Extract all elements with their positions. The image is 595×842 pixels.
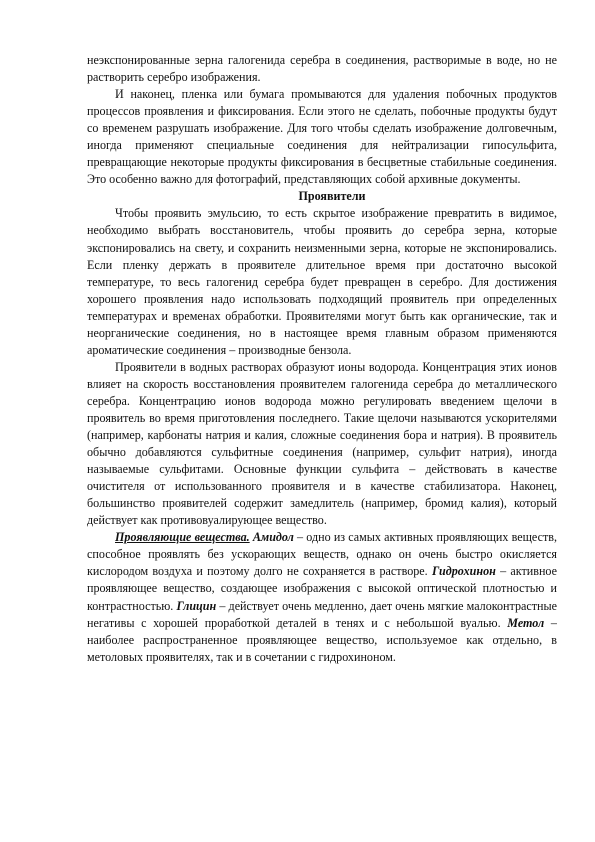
term-metol: Метол bbox=[507, 615, 545, 630]
paragraph-fixing-continued: неэкспонированные зерна галогенида серебра в соединения, растворимые в воде, но не растворить серебро изображения. bbox=[87, 53, 557, 85]
glycin-description: – действует очень медленно, дает очень мягкие малоконтрастные негативы с хорошей проработкой деталей в тенях и с небольшой вуалью. bbox=[87, 598, 557, 630]
paragraph-developing-emulsion: Чтобы проявить эмульсию, то есть скрытое изображение превратить в видимое, необходимо выбрать восстановитель, чтобы проявить до серебра зерна, которые экспонировались на свету, и сохранить неизменными зерна, которые не экспонировались. Если пленку держать в проявителе длительное время при достаточно высокой температуре, то весь галогенид серебра будет превращен в серебро. Для достижения хорошего проявления надо использовать подходящий проявитель при определенных температурах и временах обработки. Проявителями могут быть как органические, так и неорганические соединения, но в настоящее время главным образом применяются ароматические соединения – производные бензола. bbox=[87, 206, 557, 357]
term-hydroquinone: Гидрохинон bbox=[431, 564, 496, 579]
term-amidol: Амидол bbox=[252, 530, 294, 545]
paragraph-hydrogen-ions: Проявители в водных растворах образуют ионы водорода. Концентрация этих ионов влияет на скорость восстановления проявителем галогенида серебра до металлического серебра. Концентрацию ионов водорода можно регулировать введением щелочи в проявитель во время приготовления последнего. Такие щелочи называются ускорителями (например, карбонаты натрия и калия, сложные соединения бора и натрия). В проявитель обычно добавляются сульфитные соединения (например, сульфит натрия), иногда называемые сульфитами. Основные функции сульфита – действовать в качестве очистителя от использованного проявителя и в качестве стабилизатора. Наконец, большинство проявителей содержит замедлитель (например, бромид калия), который действует как противовуалирующее вещество. bbox=[87, 359, 557, 528]
term-glycin: Глицин bbox=[176, 598, 217, 613]
paragraph-washing: И наконец, пленка или бумага промываются для удаления побочных продуктов процессов проявления и фиксирования. Если этого не сделать, побочные продукты будут со временем разрушать изображение. Для того чтобы сделать изображение долговечным, иногда применяют специальные соединения для нейтрализации гипосульфита, превращающие некоторые продукты фиксирования в бесцветные стабильные соединения. Это особенно важно для фотографий, представляющих собой архивные документы. bbox=[87, 87, 557, 187]
amidol-description: – одно из самых активных проявляющих веществ, способное проявлять без ускорающих веществ, однако он очень быстро окисляется кислородом воздуха и поэтому долго не сохраняется в растворе. bbox=[87, 530, 557, 579]
section-heading-developers: Проявители bbox=[298, 189, 366, 204]
term-developing-substances: Проявляющие вещества. bbox=[115, 530, 250, 545]
paragraph-developing-substances bbox=[87, 529, 557, 665]
hydroquinone-description: – активное проявляющее вещество, создающее изображения с высокой оптической плотностью и контрастностью. bbox=[87, 564, 557, 613]
metol-description: – наиболее распространенное проявляющее вещество, используемое как отдельно, в метоловых проявителях, так и в сочетании с гидрохиноном. bbox=[87, 615, 557, 664]
